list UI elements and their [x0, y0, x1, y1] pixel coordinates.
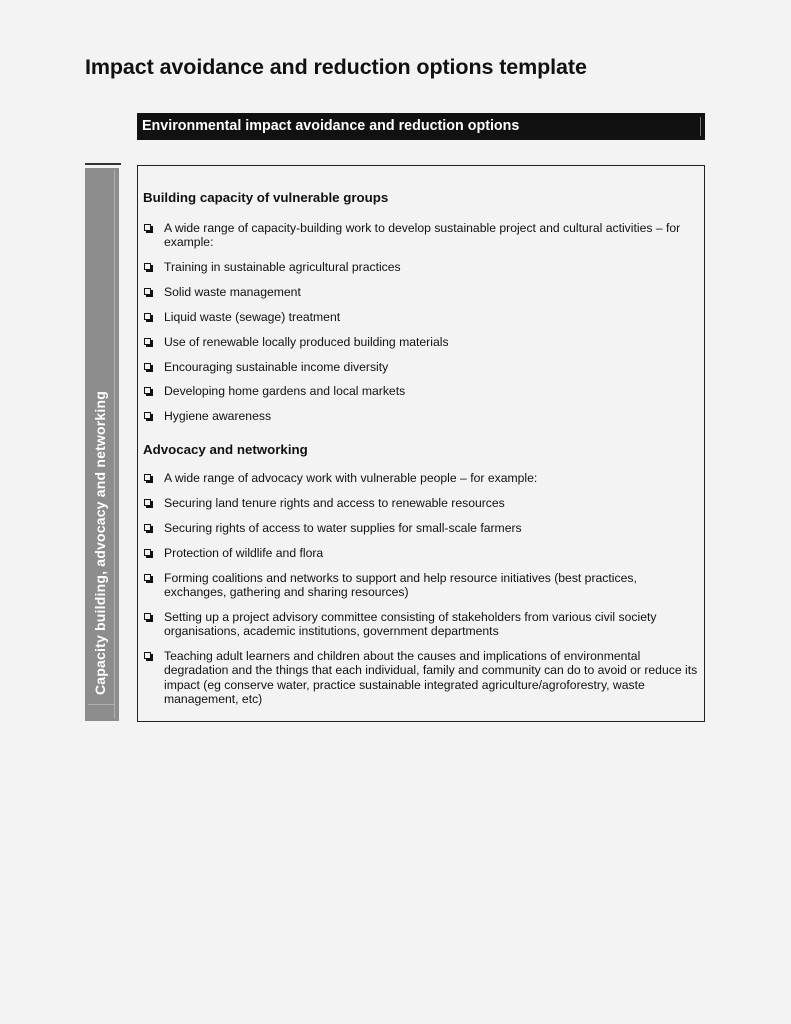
side-tab-inner-line — [114, 170, 115, 719]
checkbox-bullet-icon — [144, 363, 151, 370]
list-item-text: Hygiene awareness — [164, 409, 272, 423]
checkbox-bullet-icon — [144, 652, 151, 659]
checkbox-bullet-icon — [144, 387, 151, 394]
side-tab-bottom-line — [88, 704, 114, 705]
side-tab-top-rule — [85, 163, 121, 165]
list-item — [143, 384, 699, 398]
checkbox-bullet-icon — [144, 474, 151, 481]
section-title-advocacy: Advocacy and networking — [143, 442, 308, 457]
options-content-box — [137, 165, 705, 722]
list-item — [143, 221, 699, 250]
list-item — [143, 285, 699, 299]
list-item — [143, 496, 699, 510]
list-item — [143, 310, 699, 324]
options-header-bar — [137, 113, 705, 140]
list-item-text: Training in sustainable agricultural practices — [164, 260, 401, 274]
page-title: Impact avoidance and reduction options template — [85, 55, 587, 79]
checkbox-bullet-icon — [144, 313, 151, 320]
side-tab-label: Capacity building, advocacy and networking — [92, 390, 108, 696]
list-item-text: Use of renewable locally produced building materials — [164, 335, 449, 349]
checkbox-bullet-icon — [144, 263, 151, 270]
checkbox-bullet-icon — [144, 613, 151, 620]
list-item-text: A wide range of capacity-building work to develop sustainable project and cultural activities – for example: — [164, 221, 681, 250]
section-title-capacity: Building capacity of vulnerable groups — [143, 190, 389, 205]
list-item-text: Setting up a project advisory committee consisting of stakeholders from various civil society organisations, academic institutions, government departments — [164, 610, 657, 639]
list-item — [143, 260, 699, 274]
list-item-text: A wide range of advocacy work with vulnerable people – for example: — [164, 471, 538, 485]
list-item-text: Solid waste management — [164, 285, 301, 299]
list-item — [143, 649, 699, 707]
list-item-text: Securing land tenure rights and access to renewable resources — [164, 496, 505, 510]
list-item — [143, 360, 699, 374]
checkbox-bullet-icon — [144, 412, 151, 419]
list-item — [143, 521, 699, 535]
checkbox-bullet-icon — [144, 574, 151, 581]
list-item — [143, 610, 699, 639]
list-item-text: Securing rights of access to water supplies for small-scale farmers — [164, 521, 522, 535]
list-item — [143, 471, 699, 485]
checkbox-bullet-icon — [144, 549, 151, 556]
list-item — [143, 335, 699, 349]
checkbox-bullet-icon — [144, 338, 151, 345]
list-item-text: Developing home gardens and local markets — [164, 384, 406, 398]
list-item — [143, 409, 699, 423]
list-item-text: Forming coalitions and networks to support and help resource initiatives (best practices, exchanges, gathering and sharing resources) — [164, 571, 637, 600]
checkbox-bullet-icon — [144, 224, 151, 231]
list-item-text: Protection of wildlife and flora — [164, 546, 324, 560]
checkbox-bullet-icon — [144, 288, 151, 295]
list-item-text: Encouraging sustainable income diversity — [164, 360, 389, 374]
options-header-title: Environmental impact avoidance and reduction options — [142, 118, 520, 134]
list-item-text: Liquid waste (sewage) treatment — [164, 310, 341, 324]
checkbox-bullet-icon — [144, 499, 151, 506]
checkbox-bullet-icon — [144, 524, 151, 531]
list-item — [143, 546, 699, 560]
header-divider — [700, 117, 701, 136]
list-item — [143, 571, 699, 600]
list-item-text: Teaching adult learners and children about the causes and implications of environmental degradation and the things that each individual, family and community can do to avoid or reduce its impact (eg conserve water, practice sustainable integrated agriculture/agroforestry, waste management, etc) — [164, 649, 698, 707]
